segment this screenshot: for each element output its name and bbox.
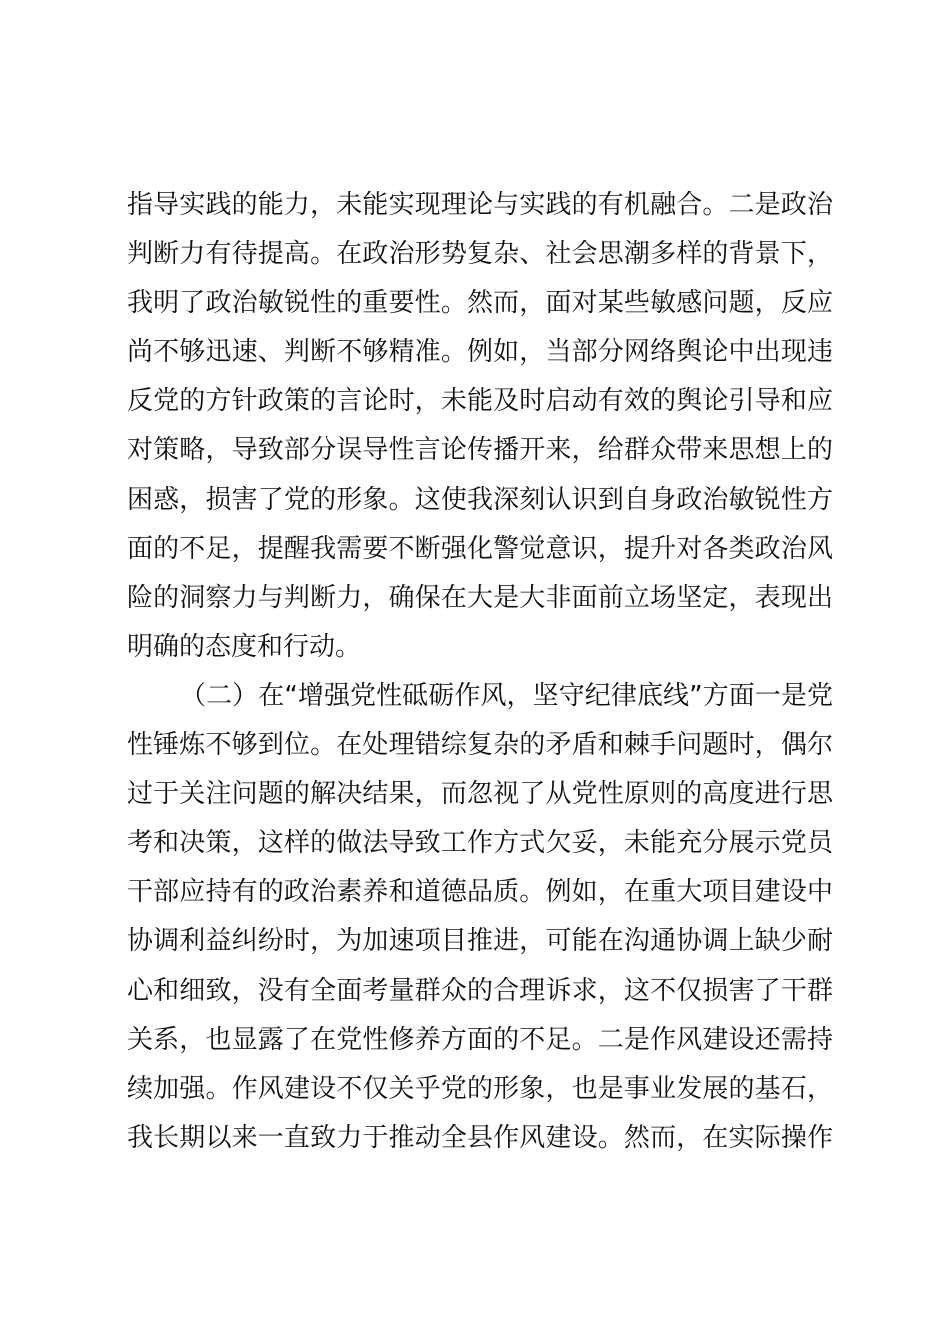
- text-line: 心和细致，没有全面考量群众的合理诉求，这不仅损害了干群: [127, 975, 833, 1006]
- text-line: 考和决策，这样的做法导致工作方式欠妥，未能充分展示党员: [127, 828, 833, 859]
- body-text: [127, 181, 833, 1163]
- text-line: 判断力有待提高。在政治形势复杂、社会思潮多样的背景下，: [127, 239, 833, 270]
- text-line: 困惑，损害了党的形象。这使我深刻认识到自身政治敏锐性方: [127, 484, 833, 515]
- text-line: 尚不够迅速、判断不够精准。例如，当部分网络舆论中出现违: [127, 337, 833, 368]
- text-line: 协调利益纠纷时，为加速项目推进，可能在沟通协调上缺少耐: [127, 926, 833, 957]
- text-line: 我长期以来一直致力于推动全县作风建设。然而，在实际操作: [127, 1122, 833, 1153]
- text-line: 我明了政治敏锐性的重要性。然而，面对某些敏感问题，反应: [127, 288, 833, 319]
- text-line: 性锤炼不够到位。在处理错综复杂的矛盾和棘手问题时，偶尔: [127, 730, 833, 761]
- text-line: 明确的态度和行动。: [127, 631, 362, 662]
- text-line: 险的洞察力与判断力，确保在大是大非面前立场坚定，表现出: [127, 582, 833, 613]
- text-line: 过于关注问题的解决结果，而忽视了从党性原则的高度进行思: [127, 779, 833, 810]
- text-line: 干部应持有的政治素养和道德品质。例如，在重大项目建设中: [127, 877, 833, 908]
- text-line: 指导实践的能力，未能实现理论与实践的有机融合。二是政治: [127, 190, 833, 220]
- text-line: 续加强。作风建设不仅关乎党的形象，也是事业发展的基石，: [127, 1073, 833, 1104]
- text-line: 关系，也显露了在党性修养方面的不足。二是作风建设还需持: [127, 1024, 833, 1055]
- text-line: 反党的方针政策的言论时，未能及时启动有效的舆论引导和应: [127, 386, 833, 417]
- text-line: 面的不足，提醒我需要不断强化警觉意识，提升对各类政治风: [127, 533, 833, 564]
- text-line: 对策略，导致部分误导性言论传播开来，给群众带来思想上的: [127, 435, 833, 466]
- section-heading-line: （二）在“增强党性砥砺作风，坚守纪律底线”方面一是党: [180, 680, 833, 711]
